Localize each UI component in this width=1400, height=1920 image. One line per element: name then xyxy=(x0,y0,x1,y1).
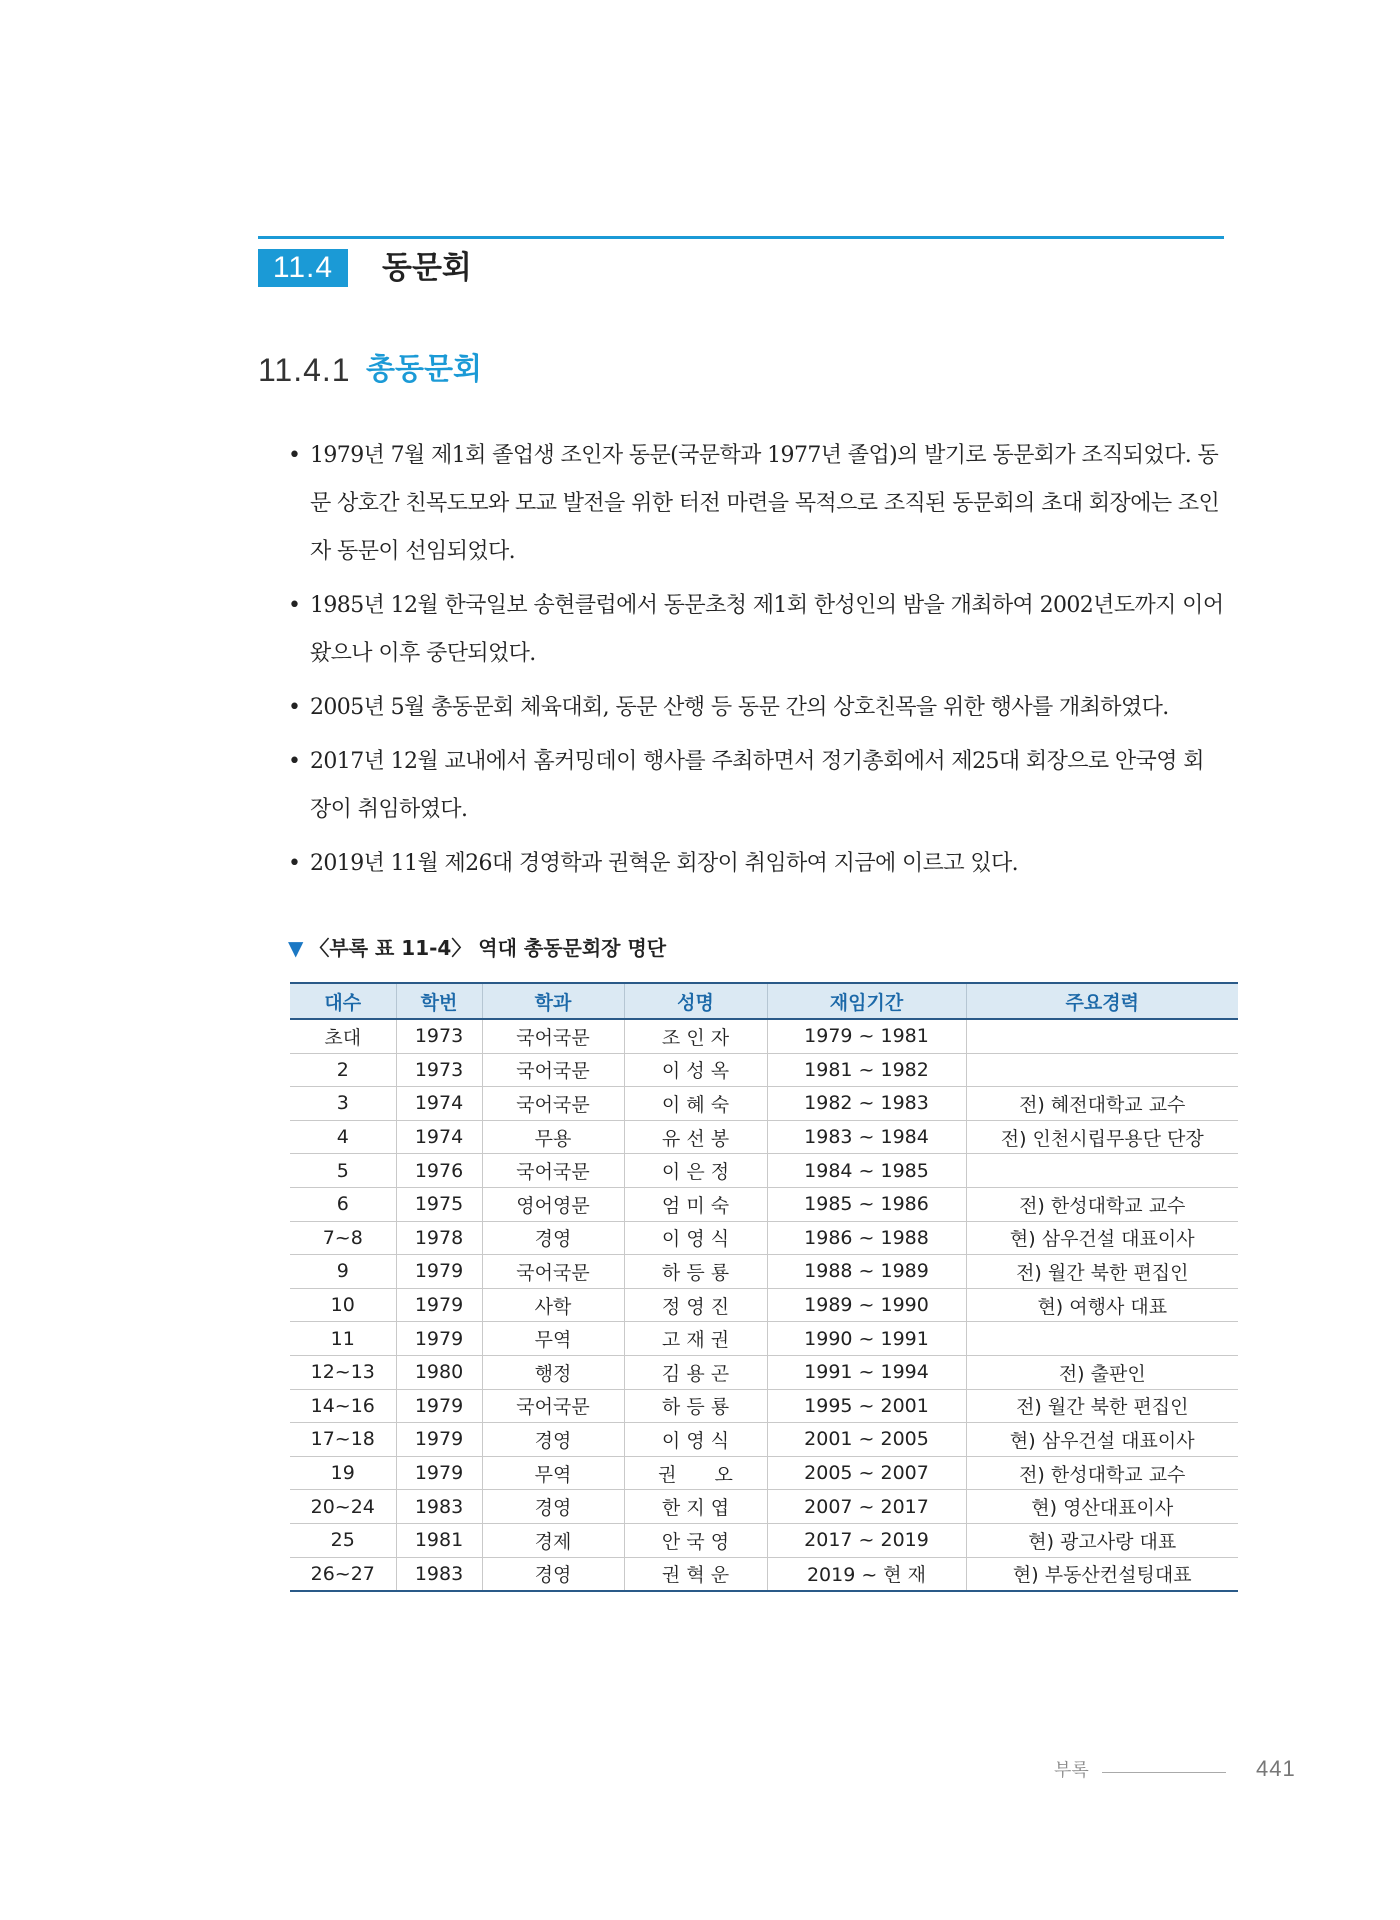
cell-student-year: 1983 xyxy=(396,1557,482,1591)
cell-generation: 20~24 xyxy=(290,1490,396,1524)
column-header-department: 학과 xyxy=(482,983,624,1019)
cell-career: 전) 혜전대학교 교수 xyxy=(966,1087,1238,1121)
cell-department: 국어국문 xyxy=(482,1389,624,1423)
cell-term: 1986 ~ 1988 xyxy=(767,1221,966,1255)
cell-department: 국어국문 xyxy=(482,1087,624,1121)
cell-department: 경제 xyxy=(482,1523,624,1557)
cell-generation: 25 xyxy=(290,1523,396,1557)
cell-generation: 17~18 xyxy=(290,1423,396,1457)
footer-divider xyxy=(1102,1772,1226,1773)
section-top-rule xyxy=(258,236,1224,239)
footer-section-label: 부록 xyxy=(1054,1760,1089,1781)
column-header-name: 성명 xyxy=(624,983,767,1019)
cell-name: 이 성 옥 xyxy=(624,1053,767,1087)
cell-student-year: 1976 xyxy=(396,1154,482,1188)
cell-name: 조 인 자 xyxy=(624,1019,767,1053)
table-row xyxy=(290,1120,1238,1154)
cell-career xyxy=(966,1053,1238,1087)
cell-student-year: 1979 xyxy=(396,1389,482,1423)
bullet-marker: • xyxy=(288,443,301,468)
cell-generation: 12~13 xyxy=(290,1355,396,1389)
cell-career: 전) 인천시립무용단 단장 xyxy=(966,1120,1238,1154)
bullet-text: 1985년 12월 한국일보 송현클럽에서 동문초청 제1회 한성인의 밤을 개최하여 2002년도까지 이어왔으나 이후 중단되었다. xyxy=(310,593,1224,666)
bullet-text: 2017년 12월 교내에서 홈커밍데이 행사를 주최하면서 정기총회에서 제25대 회장으로 안국영 회장이 취임하였다. xyxy=(310,749,1204,822)
bullet-item xyxy=(288,840,1224,888)
table-row xyxy=(290,1187,1238,1221)
cell-student-year: 1979 xyxy=(396,1322,482,1356)
cell-generation: 11 xyxy=(290,1322,396,1356)
bullet-marker: • xyxy=(288,851,301,876)
cell-name: 고 재 권 xyxy=(624,1322,767,1356)
table-row xyxy=(290,1355,1238,1389)
cell-career: 현) 삼우건설 대표이사 xyxy=(966,1423,1238,1457)
cell-name: 안 국 영 xyxy=(624,1523,767,1557)
cell-generation: 초대 xyxy=(290,1019,396,1053)
cell-name: 이 영 식 xyxy=(624,1423,767,1457)
cell-generation: 14~16 xyxy=(290,1389,396,1423)
cell-term: 2001 ~ 2005 xyxy=(767,1423,966,1457)
cell-department: 경영 xyxy=(482,1490,624,1524)
table-row xyxy=(290,1490,1238,1524)
table-row xyxy=(290,1154,1238,1188)
table-row xyxy=(290,1557,1238,1591)
cell-career: 전) 한성대학교 교수 xyxy=(966,1187,1238,1221)
cell-name: 이 혜 숙 xyxy=(624,1087,767,1121)
cell-department: 국어국문 xyxy=(482,1019,624,1053)
cell-department: 영어영문 xyxy=(482,1187,624,1221)
triangle-down-icon: ▼ xyxy=(288,936,304,960)
cell-name: 이 은 정 xyxy=(624,1154,767,1188)
cell-department: 국어국문 xyxy=(482,1255,624,1289)
cell-name: 엄 미 숙 xyxy=(624,1187,767,1221)
cell-student-year: 1979 xyxy=(396,1255,482,1289)
cell-department: 무역 xyxy=(482,1456,624,1490)
column-header-student-year: 학번 xyxy=(396,983,482,1019)
cell-career xyxy=(966,1154,1238,1188)
cell-name: 권 혁 운 xyxy=(624,1557,767,1591)
table-row xyxy=(290,1255,1238,1289)
table-row xyxy=(290,1523,1238,1557)
cell-term: 1985 ~ 1986 xyxy=(767,1187,966,1221)
cell-name: 한 지 엽 xyxy=(624,1490,767,1524)
section-number: 11.4 xyxy=(258,249,348,287)
cell-student-year: 1980 xyxy=(396,1355,482,1389)
cell-department: 경영 xyxy=(482,1423,624,1457)
cell-generation: 6 xyxy=(290,1187,396,1221)
cell-term: 2007 ~ 2017 xyxy=(767,1490,966,1524)
cell-department: 사학 xyxy=(482,1288,624,1322)
cell-name: 이 영 식 xyxy=(624,1221,767,1255)
bullet-text: 2019년 11월 제26대 경영학과 권혁운 회장이 취임하여 지금에 이르고 있다. xyxy=(310,851,1019,876)
cell-generation: 5 xyxy=(290,1154,396,1188)
bullet-item xyxy=(288,738,1224,834)
cell-student-year: 1974 xyxy=(396,1087,482,1121)
table-row xyxy=(290,1087,1238,1121)
cell-career: 현) 삼우건설 대표이사 xyxy=(966,1221,1238,1255)
cell-generation: 2 xyxy=(290,1053,396,1087)
cell-career: 전) 월간 북한 편집인 xyxy=(966,1389,1238,1423)
cell-term: 2017 ~ 2019 xyxy=(767,1523,966,1557)
cell-term: 1989 ~ 1990 xyxy=(767,1288,966,1322)
cell-generation: 19 xyxy=(290,1456,396,1490)
table-row xyxy=(290,1389,1238,1423)
cell-term: 1988 ~ 1989 xyxy=(767,1255,966,1289)
bullet-item xyxy=(288,582,1224,678)
cell-generation: 26~27 xyxy=(290,1557,396,1591)
bullet-list xyxy=(288,432,1224,894)
table-row xyxy=(290,1288,1238,1322)
cell-student-year: 1975 xyxy=(396,1187,482,1221)
cell-student-year: 1983 xyxy=(396,1490,482,1524)
bullet-item xyxy=(288,684,1224,732)
cell-department: 무용 xyxy=(482,1120,624,1154)
cell-term: 1983 ~ 1984 xyxy=(767,1120,966,1154)
cell-name: 김 용 곤 xyxy=(624,1355,767,1389)
cell-student-year: 1973 xyxy=(396,1019,482,1053)
cell-generation: 7~8 xyxy=(290,1221,396,1255)
cell-generation: 3 xyxy=(290,1087,396,1121)
cell-term: 1979 ~ 1981 xyxy=(767,1019,966,1053)
cell-generation: 9 xyxy=(290,1255,396,1289)
column-header-term: 재임기간 xyxy=(767,983,966,1019)
cell-term: 1995 ~ 2001 xyxy=(767,1389,966,1423)
cell-name: 하 등 룡 xyxy=(624,1389,767,1423)
cell-career: 전) 출판인 xyxy=(966,1355,1238,1389)
cell-term: 1991 ~ 1994 xyxy=(767,1355,966,1389)
cell-name: 권 오 xyxy=(624,1456,767,1490)
cell-career: 현) 광고사랑 대표 xyxy=(966,1523,1238,1557)
table-row xyxy=(290,1423,1238,1457)
column-header-generation: 대수 xyxy=(290,983,396,1019)
cell-term: 1981 ~ 1982 xyxy=(767,1053,966,1087)
cell-department: 경영 xyxy=(482,1557,624,1591)
cell-name: 유 선 봉 xyxy=(624,1120,767,1154)
cell-department: 국어국문 xyxy=(482,1053,624,1087)
subsection-number: 11.4.1 xyxy=(258,352,351,388)
cell-student-year: 1974 xyxy=(396,1120,482,1154)
cell-term: 1982 ~ 1983 xyxy=(767,1087,966,1121)
bullet-marker: • xyxy=(288,593,301,618)
page-number: 441 xyxy=(1256,1756,1296,1781)
section-title: 동문회 xyxy=(382,250,472,286)
cell-career: 현) 여행사 대표 xyxy=(966,1288,1238,1322)
table-row xyxy=(290,1019,1238,1053)
cell-generation: 10 xyxy=(290,1288,396,1322)
table-row xyxy=(290,1053,1238,1087)
cell-department: 무역 xyxy=(482,1322,624,1356)
cell-career: 현) 영산대표이사 xyxy=(966,1490,1238,1524)
subsection-title: 총동문회 xyxy=(366,352,482,387)
table-row xyxy=(290,1456,1238,1490)
bullet-item xyxy=(288,432,1224,576)
table-row xyxy=(290,1221,1238,1255)
cell-name: 하 등 룡 xyxy=(624,1255,767,1289)
cell-career: 전) 월간 북한 편집인 xyxy=(966,1255,1238,1289)
cell-department: 경영 xyxy=(482,1221,624,1255)
cell-term: 1984 ~ 1985 xyxy=(767,1154,966,1188)
cell-student-year: 1979 xyxy=(396,1456,482,1490)
cell-term: 2019 ~ 현 재 xyxy=(767,1557,966,1591)
alumni-president-table xyxy=(290,982,1238,1592)
cell-student-year: 1979 xyxy=(396,1423,482,1457)
bullet-marker: • xyxy=(288,749,301,774)
bullet-text: 1979년 7월 제1회 졸업생 조인자 동문(국문학과 1977년 졸업)의 발기로 동문회가 조직되었다. 동문 상호간 친목도모와 모교 발전을 위한 터전 마련을 목적으로 조직된 동문회의 초대 회장에는 조인자 동문이 선임되었다. xyxy=(310,443,1220,564)
table-caption-text: 〈부록 표 11-4〉 역대 총동문회장 명단 xyxy=(309,936,667,960)
cell-generation: 4 xyxy=(290,1120,396,1154)
cell-career: 전) 한성대학교 교수 xyxy=(966,1456,1238,1490)
table-header-row xyxy=(290,983,1238,1019)
cell-term: 2005 ~ 2007 xyxy=(767,1456,966,1490)
cell-student-year: 1978 xyxy=(396,1221,482,1255)
cell-department: 행정 xyxy=(482,1355,624,1389)
table-caption xyxy=(288,932,666,964)
table-row xyxy=(290,1322,1238,1356)
cell-career xyxy=(966,1019,1238,1053)
cell-student-year: 1973 xyxy=(396,1053,482,1087)
column-header-career: 주요경력 xyxy=(966,983,1238,1019)
cell-student-year: 1979 xyxy=(396,1288,482,1322)
cell-career xyxy=(966,1322,1238,1356)
cell-name: 정 영 진 xyxy=(624,1288,767,1322)
cell-term: 1990 ~ 1991 xyxy=(767,1322,966,1356)
cell-department: 국어국문 xyxy=(482,1154,624,1188)
cell-student-year: 1981 xyxy=(396,1523,482,1557)
cell-career: 현) 부동산컨설팅대표 xyxy=(966,1557,1238,1591)
bullet-marker: • xyxy=(288,695,301,720)
bullet-text: 2005년 5월 총동문회 체육대회, 동문 산행 등 동문 간의 상호친목을 위한 행사를 개최하였다. xyxy=(310,695,1169,720)
